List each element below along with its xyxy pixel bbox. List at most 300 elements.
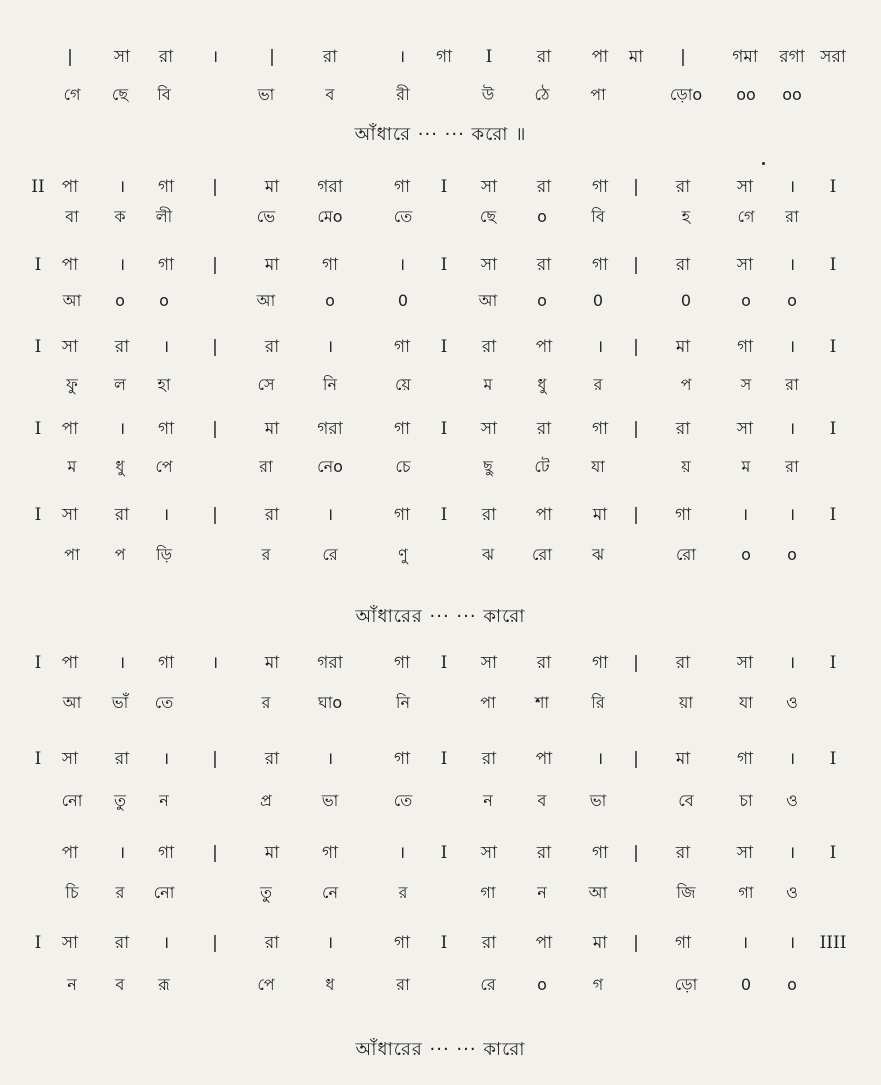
lyric-syllable: আ [588,883,608,902]
swara-note: । [788,653,796,673]
lyric-syllable: পে [155,457,173,476]
swara-note: রা [481,933,497,953]
swara-note: । [162,933,170,953]
swara-note: রা [675,255,691,275]
swara-note: মা [675,749,691,769]
swara-note: রগা [779,47,805,67]
swara-note: । [741,505,749,525]
lyric-syllable: ভাঁ [111,693,129,712]
swara-note: গা [736,337,754,357]
lyric-syllable: আ [256,291,276,310]
lyric-syllable: ও [786,883,798,902]
swara-note: রা [481,505,497,525]
lyric-syllable: তু [259,883,273,902]
swara-note: মা [264,419,280,439]
section-caption: আঁধারে ··· ··· করো ॥ [354,124,527,145]
swara-note: গা [674,933,692,953]
swara-note: রা [114,749,130,769]
lyric-syllable: ধু [537,375,547,394]
lyric-syllable: ক [114,207,126,226]
swara-note: । [596,337,604,357]
barline: I [34,337,42,357]
lyric-syllable: ভে [256,207,276,226]
swara-note: রা [264,505,280,525]
barline: I [440,505,448,525]
barline: | [212,419,218,439]
barline: | [212,749,218,769]
lyric-syllable: বা [65,207,79,226]
swara-note: সা [736,419,754,439]
swara-note: গা [157,419,175,439]
lyric-syllable: তে [154,693,174,712]
barline: I [829,505,837,525]
lyric-syllable: ঝ [591,545,605,564]
swara-note: গা [393,749,411,769]
swara-note: পা [61,177,79,197]
swara-note: রা [675,177,691,197]
swara-note: মা [628,47,644,67]
lyric-syllable: লী [155,207,173,226]
lyric-syllable: য়ে [395,375,411,394]
swara-note: । [162,749,170,769]
swara-note: গা [157,653,175,673]
barline: I [829,749,837,769]
swara-note: । [326,337,334,357]
swara-note: I [485,47,493,67]
lyric-syllable: ফু [66,375,78,394]
lyric-syllable: ব [325,85,335,104]
lyric-syllable: ছু [483,457,493,476]
swara-note: সা [480,419,498,439]
lyric-syllable: গা [738,883,754,902]
lyric-syllable: আ [62,693,82,712]
lyric-syllable: oo [736,85,756,104]
swara-note: গা [157,177,175,197]
lyric-row [0,538,881,572]
lyric-syllable: ও [786,693,798,712]
lyric-syllable: বি [591,207,605,226]
swara-note: । [741,933,749,953]
lyric-syllable: সে [257,375,275,394]
lyric-syllable: ধু [115,457,125,476]
lyric-syllable: চা [739,791,753,810]
swara-row [0,742,881,776]
swara-note: রা [481,337,497,357]
lyric-syllable: ছে [479,207,497,226]
swara-note: রা [536,653,552,673]
lyric-syllable: জি [676,883,696,902]
swara-note: রা [675,653,691,673]
swara-note: সা [480,177,498,197]
lyric-row [0,78,881,112]
barline: I [829,177,837,197]
swara-note: । [118,255,126,275]
print-speck [762,162,765,165]
lyric-syllable: গ [592,975,604,994]
lyric-syllable: ড়োo [669,85,703,104]
swara-note: গা [321,255,339,275]
lyric-syllable: গা [480,883,496,902]
swara-note: পা [535,749,553,769]
lyric-syllable: নে [321,883,339,902]
swara-note: গা [393,177,411,197]
swara-note: রা [158,47,174,67]
barline: | [67,47,73,67]
lyric-syllable: ম [67,457,77,476]
lyric-syllable: নো [61,791,83,810]
barline: | [633,933,639,953]
lyric-syllable: ব [115,975,125,994]
lyric-syllable: রে [322,545,338,564]
swara-note: রা [481,749,497,769]
lyric-row [0,368,881,402]
swara-note: । [326,749,334,769]
swara-note: । [788,177,796,197]
swara-row [0,170,881,204]
lyric-syllable: নেo [317,457,343,476]
barline: । [211,653,219,673]
barline: I [440,933,448,953]
swara-note: । [596,749,604,769]
swara-note: রা [114,337,130,357]
swara-note: সা [61,749,79,769]
swara-note: গা [321,843,339,863]
swara-note: রা [536,843,552,863]
barline: | [633,177,639,197]
swara-note: । [788,749,796,769]
lyric-row [0,876,881,910]
lyric-syllable: প [114,545,126,564]
swara-note: সা [61,505,79,525]
barline: | [212,177,218,197]
lyric-syllable: রে [480,975,496,994]
barline: I [34,255,42,275]
lyric-syllable: o [537,207,547,226]
swara-note: | [269,47,275,67]
lyric-syllable: রো [676,545,696,564]
lyric-syllable: য় [681,457,691,476]
lyric-syllable: o [741,545,751,564]
swara-note: সা [480,255,498,275]
lyric-syllable: টে [534,457,550,476]
lyric-syllable: ভা [257,85,275,104]
lyric-syllable: যা [591,457,605,476]
swara-note: । [326,933,334,953]
lyric-syllable: রা [785,457,799,476]
swara-note: মা [264,177,280,197]
barline: | [212,933,218,953]
lyric-syllable: ভা [589,791,607,810]
swara-note: । [788,843,796,863]
swara-note: মা [592,933,608,953]
lyric-syllable: o [787,291,797,310]
swara-row [0,836,881,870]
swara-note: পা [535,933,553,953]
lyric-syllable: নি [395,693,411,712]
lyric-syllable: o [159,291,169,310]
lyric-syllable: ও [786,791,798,810]
lyric-syllable: o [325,291,335,310]
swara-note: সা [61,337,79,357]
lyric-syllable: o [115,291,125,310]
lyric-syllable: ন [483,791,493,810]
barline: | [212,505,218,525]
lyric-syllable: চি [65,883,79,902]
lyric-syllable: গে [63,85,81,104]
lyric-syllable: নি [322,375,338,394]
swara-note: গা [393,505,411,525]
lyric-syllable: রা [259,457,273,476]
barline: I [34,933,42,953]
swara-note: । [398,47,406,67]
lyric-syllable: o [787,545,797,564]
swara-note: পা [591,47,609,67]
lyric-syllable: ম [483,375,493,394]
barline: I [440,419,448,439]
swara-note: গা [393,653,411,673]
lyric-syllable: রি [591,693,605,712]
barline: I [829,653,837,673]
lyric-syllable: চে [395,457,411,476]
swara-note: গা [591,653,609,673]
swara-note: সরা [820,47,846,67]
swara-note: গা [591,843,609,863]
swara-note: গা [157,843,175,863]
swara-note: সা [736,653,754,673]
swara-note: পা [61,255,79,275]
swara-note: । [788,255,796,275]
barline: I [829,255,837,275]
swara-note: গরা [317,653,343,673]
swara-note: । [118,177,126,197]
barline: I [34,419,42,439]
lyric-syllable: যা [739,693,753,712]
lyric-syllable: ঘাo [317,693,343,712]
swara-note: । [118,653,126,673]
lyric-syllable: আ [478,291,498,310]
lyric-syllable: নো [153,883,175,902]
swara-note: । [118,419,126,439]
lyric-syllable: বে [678,791,694,810]
lyric-syllable: o [537,291,547,310]
lyric-row [0,450,881,484]
lyric-syllable: ন [67,975,77,994]
swara-note: । [162,505,170,525]
lyric-syllable: o [787,975,797,994]
barline: | [633,255,639,275]
lyric-syllable: র [261,545,271,564]
lyric-syllable: পা [590,85,606,104]
lyric-syllable: র [115,883,125,902]
lyric-syllable: রূ [158,975,170,994]
swara-note: গমা [732,47,758,67]
barline: I [829,843,837,863]
swara-note: । [118,843,126,863]
swara-note: পা [61,843,79,863]
swara-note: রা [536,255,552,275]
lyric-syllable: ড়ো [674,975,698,994]
barline: | [633,843,639,863]
lyric-syllable: 0 [740,975,752,994]
swara-note: রা [536,177,552,197]
swara-note: গা [591,419,609,439]
swara-row [0,40,881,74]
barline: I [34,653,42,673]
swara-note: রা [675,419,691,439]
lyric-syllable: o [537,975,547,994]
swara-note: সা [113,47,131,67]
lyric-syllable: প [680,375,692,394]
lyric-syllable: র [593,375,603,394]
barline: I [829,419,837,439]
swara-note: । [788,505,796,525]
lyric-row [0,968,881,1002]
swara-note: সা [736,177,754,197]
lyric-syllable: মেo [317,207,343,226]
barline: IIII [819,933,847,953]
lyric-syllable: র [398,883,408,902]
swara-note: গা [674,505,692,525]
swara-note: সা [480,653,498,673]
barline: I [440,177,448,197]
swara-note: রা [264,749,280,769]
lyric-syllable: স [740,375,752,394]
lyric-syllable: তে [393,791,413,810]
swara-row [0,498,881,532]
swara-note: মা [675,337,691,357]
barline: | [633,337,639,357]
swara-note: মা [264,843,280,863]
swara-note: মা [264,653,280,673]
lyric-syllable: 0 [680,291,692,310]
swara-note: । [398,255,406,275]
lyric-syllable: র [261,693,271,712]
swara-row [0,412,881,446]
lyric-syllable: ঠে [534,85,550,104]
swara-note: মা [592,505,608,525]
swara-note: গা [393,933,411,953]
swara-note: পা [535,505,553,525]
swara-note: পা [61,419,79,439]
lyric-syllable: পে [257,975,275,994]
lyric-row [0,200,881,234]
lyric-syllable: বি [157,85,171,104]
barline: I [34,749,42,769]
barline: I [440,749,448,769]
swara-note: সা [480,843,498,863]
swara-row [0,646,881,680]
lyric-syllable: প্র [260,791,272,810]
barline: | [633,419,639,439]
swara-note: গা [591,255,609,275]
lyric-syllable: ড়ি [155,545,173,564]
barline: I [829,337,837,357]
barline: I [440,653,448,673]
barline: | [633,749,639,769]
lyric-syllable: ঝ [481,545,495,564]
swara-note: । [788,933,796,953]
swara-note: সা [736,843,754,863]
swara-row [0,330,881,364]
lyric-row [0,686,881,720]
lyric-row [0,784,881,818]
section-caption: আঁধারের ··· ··· কারো [355,606,526,627]
lyric-syllable: হা [157,375,171,394]
swara-note: সা [736,255,754,275]
swara-note: পা [61,653,79,673]
lyric-syllable: 0 [397,291,409,310]
lyric-syllable: o [741,291,751,310]
swara-note: গরা [317,177,343,197]
barline: | [212,337,218,357]
lyric-syllable: তু [113,791,127,810]
lyric-syllable: oo [782,85,802,104]
lyric-syllable: গে [737,207,755,226]
swara-note: গা [393,337,411,357]
swara-note: পা [535,337,553,357]
swara-note: রা [264,337,280,357]
lyric-syllable: শা [534,693,550,712]
swara-note: গরা [317,419,343,439]
lyric-syllable: রো [532,545,552,564]
swara-note: রা [114,933,130,953]
barline: | [633,505,639,525]
swara-note: গা [393,419,411,439]
lyric-syllable: রা [396,975,410,994]
lyric-row [0,284,881,318]
swara-note: রা [322,47,338,67]
swara-note: । [398,843,406,863]
lyric-syllable: ছে [111,85,129,104]
lyric-syllable: ন [159,791,169,810]
swara-note: গা [157,255,175,275]
lyric-syllable: ম [741,457,751,476]
lyric-syllable: তে [393,207,413,226]
lyric-syllable: ল [114,375,126,394]
swara-note: রা [114,505,130,525]
swara-note: । [326,505,334,525]
swara-note: । [162,337,170,357]
lyric-syllable: উ [481,85,495,104]
barline: | [212,843,218,863]
lyric-syllable: পা [64,545,80,564]
barline: I [34,505,42,525]
lyric-syllable: য়া [678,693,694,712]
lyric-syllable: ণু [398,545,408,564]
barline: I [440,337,448,357]
swara-note: মা [264,255,280,275]
swara-note: রা [536,419,552,439]
lyric-syllable: 0 [592,291,604,310]
lyric-syllable: রী [396,85,410,104]
swara-note: । [788,337,796,357]
lyric-syllable: পা [480,693,496,712]
swara-note: গা [736,749,754,769]
swara-row [0,248,881,282]
swara-note: সা [61,933,79,953]
swara-note: রা [675,843,691,863]
lyric-syllable: রা [785,207,799,226]
swara-note: রা [536,47,552,67]
lyric-syllable: ধ [325,975,335,994]
swara-note: রা [264,933,280,953]
barline: I [440,843,448,863]
lyric-syllable: ব [537,791,547,810]
lyric-syllable: ভা [321,791,339,810]
barline: | [633,653,639,673]
barline: I [440,255,448,275]
swara-note: । [788,419,796,439]
